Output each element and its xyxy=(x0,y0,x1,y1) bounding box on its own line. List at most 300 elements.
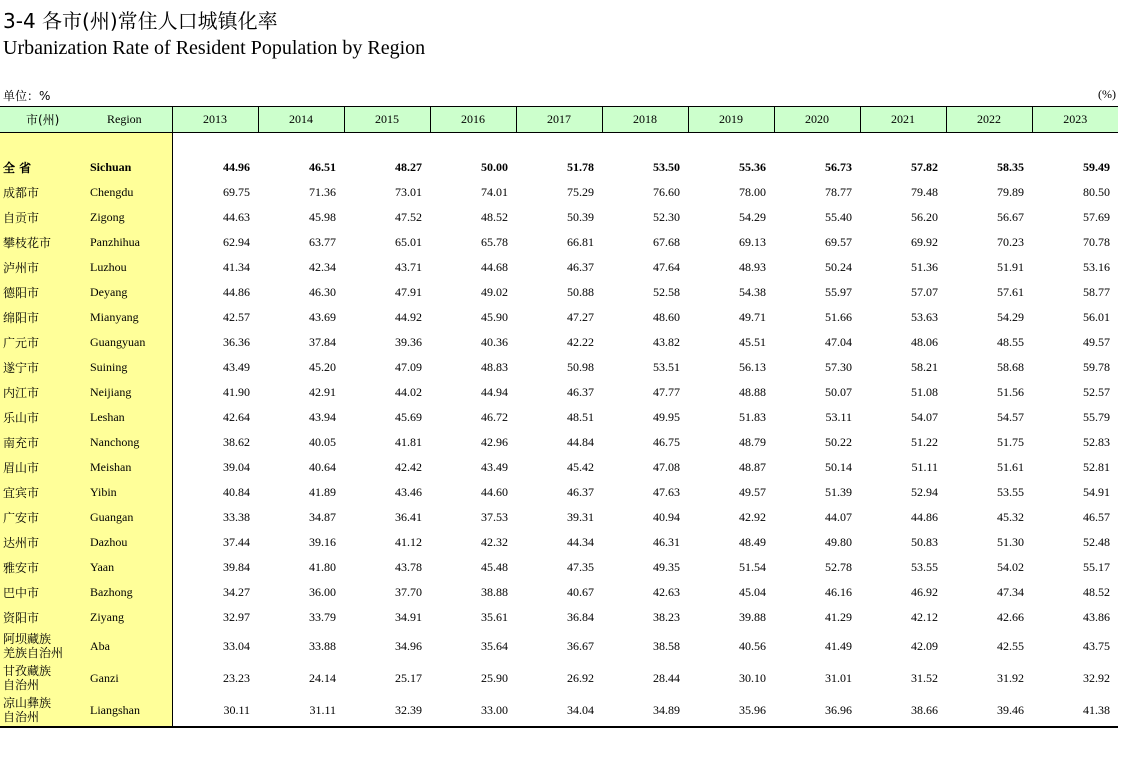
rate-cell: 42.12 xyxy=(911,610,938,624)
rate-cell: 25.17 xyxy=(395,670,422,685)
rate-cell: 48.52 xyxy=(1083,585,1110,599)
rate-cell: 53.16 xyxy=(1083,260,1110,274)
rate-cell: 48.51 xyxy=(567,410,594,424)
rate-cell: 37.84 xyxy=(309,335,336,349)
table-row xyxy=(0,230,1118,255)
rate-cell: 42.55 xyxy=(997,638,1024,653)
region-name-cn: 雅安市 xyxy=(0,555,87,580)
rate-cell: 28.44 xyxy=(653,670,680,685)
rate-cell: 45.32 xyxy=(997,510,1024,524)
rate-cell: 67.68 xyxy=(653,235,680,249)
rate-cell: 43.86 xyxy=(1083,610,1110,624)
rate-cell: 79.89 xyxy=(997,185,1024,199)
rate-cell: 41.81 xyxy=(395,435,422,449)
table-row xyxy=(0,405,1118,430)
rate-cell: 47.27 xyxy=(567,310,594,324)
rate-cell: 51.11 xyxy=(911,460,938,474)
rate-cell: 51.78 xyxy=(567,160,594,174)
rate-cell: 78.00 xyxy=(739,185,766,199)
rate-cell: 51.36 xyxy=(911,260,938,274)
rate-cell: 42.92 xyxy=(739,510,766,524)
rate-cell: 30.11 xyxy=(172,694,258,727)
rate-cell: 34.27 xyxy=(223,585,250,599)
rate-cell: 69.57 xyxy=(825,235,852,249)
region-name-cn: 眉山市 xyxy=(0,455,87,480)
region-name-en: Dazhou xyxy=(87,530,172,555)
rate-cell: 52.78 xyxy=(825,560,852,574)
region-name-en: Leshan xyxy=(87,405,172,430)
rate-cell: 32.92 xyxy=(1083,670,1110,685)
rate-cell: 45.20 xyxy=(309,360,336,374)
rate-cell: 44.86 xyxy=(911,510,938,524)
rate-cell: 34.89 xyxy=(602,694,688,727)
rate-cell: 25.90 xyxy=(481,670,508,685)
rate-cell: 43.94 xyxy=(309,410,336,424)
table-row xyxy=(0,605,1118,630)
region-name-en: Aba xyxy=(87,630,172,662)
rate-cell: 51.22 xyxy=(911,435,938,449)
region-name-en: Chengdu xyxy=(87,180,172,205)
rate-cell: 48.49 xyxy=(739,535,766,549)
rate-cell: 51.56 xyxy=(997,385,1024,399)
rate-cell: 78.77 xyxy=(825,185,852,199)
rate-cell: 26.92 xyxy=(567,670,594,685)
rate-cell: 57.69 xyxy=(1083,210,1110,224)
rate-cell: 45.90 xyxy=(481,310,508,324)
rate-cell: 58.77 xyxy=(1083,285,1110,299)
column-header-year: 2022 xyxy=(946,107,1032,133)
region-name-cn: 全 省 xyxy=(0,155,87,180)
rate-cell: 35.61 xyxy=(481,610,508,624)
rate-cell: 42.32 xyxy=(481,535,508,549)
region-name-en: Guangyuan xyxy=(87,330,172,355)
rate-cell: 54.57 xyxy=(997,410,1024,424)
table-row xyxy=(0,280,1118,305)
rate-cell: 41.29 xyxy=(825,610,852,624)
region-name-en: Suining xyxy=(87,355,172,380)
region-name-en: Neijiang xyxy=(87,380,172,405)
rate-cell: 56.20 xyxy=(911,210,938,224)
rate-cell: 43.78 xyxy=(395,560,422,574)
rate-cell: 58.35 xyxy=(997,160,1024,174)
rate-cell: 39.84 xyxy=(223,560,250,574)
rate-cell: 44.94 xyxy=(481,385,508,399)
rate-cell: 71.36 xyxy=(309,185,336,199)
rate-cell: 43.71 xyxy=(395,260,422,274)
region-name-en: Mianyang xyxy=(87,305,172,330)
column-header-year: 2021 xyxy=(860,107,946,133)
table-row xyxy=(0,205,1118,230)
table-row xyxy=(0,662,1118,694)
region-name-en: Sichuan xyxy=(87,155,172,180)
rate-cell: 23.23 xyxy=(223,670,250,685)
rate-cell: 56.73 xyxy=(825,160,852,174)
rate-cell: 40.84 xyxy=(223,485,250,499)
rate-cell: 52.48 xyxy=(1083,535,1110,549)
rate-cell: 47.35 xyxy=(567,560,594,574)
column-header-year: 2014 xyxy=(258,107,344,133)
rate-cell: 35.96 xyxy=(688,694,774,727)
header-row xyxy=(0,107,1118,133)
region-name-en: Liangshan xyxy=(87,694,172,727)
rate-cell: 35.64 xyxy=(481,638,508,653)
rate-cell: 76.60 xyxy=(653,185,680,199)
rate-cell: 51.66 xyxy=(825,310,852,324)
column-header-year: 2020 xyxy=(774,107,860,133)
rate-cell: 47.91 xyxy=(395,285,422,299)
rate-cell: 50.83 xyxy=(911,535,938,549)
rate-cell: 73.01 xyxy=(395,185,422,199)
column-header-region-cn: 市(州) xyxy=(0,107,87,133)
rate-cell: 40.05 xyxy=(309,435,336,449)
rate-cell: 47.04 xyxy=(825,335,852,349)
rate-cell: 39.36 xyxy=(395,335,422,349)
column-header-region-en: Region xyxy=(87,107,172,133)
rate-cell: 46.37 xyxy=(567,260,594,274)
region-name-en: Ganzi xyxy=(87,662,172,694)
rate-cell: 31.92 xyxy=(997,670,1024,685)
rate-cell: 42.09 xyxy=(911,638,938,653)
rate-cell: 44.63 xyxy=(223,210,250,224)
rate-cell: 55.36 xyxy=(739,160,766,174)
rate-cell: 44.60 xyxy=(481,485,508,499)
region-name-en: Deyang xyxy=(87,280,172,305)
rate-cell: 52.57 xyxy=(1083,385,1110,399)
rate-cell: 55.79 xyxy=(1083,410,1110,424)
rate-cell: 42.66 xyxy=(997,610,1024,624)
rate-cell: 47.08 xyxy=(653,460,680,474)
rate-cell: 48.52 xyxy=(481,210,508,224)
region-name-en: Meishan xyxy=(87,455,172,480)
rate-cell: 34.91 xyxy=(395,610,422,624)
rate-cell: 43.69 xyxy=(309,310,336,324)
rate-cell: 36.96 xyxy=(774,694,860,727)
rate-cell: 39.46 xyxy=(946,694,1032,727)
region-name-en: Ziyang xyxy=(87,605,172,630)
rate-cell: 52.30 xyxy=(653,210,680,224)
table-row xyxy=(0,580,1118,605)
table-row xyxy=(0,630,1118,662)
rate-cell: 46.57 xyxy=(1083,510,1110,524)
table-row xyxy=(0,505,1118,530)
rate-cell: 41.80 xyxy=(309,560,336,574)
rate-cell: 41.34 xyxy=(223,260,250,274)
rate-cell: 66.81 xyxy=(567,235,594,249)
rate-cell: 70.23 xyxy=(997,235,1024,249)
rate-cell: 39.88 xyxy=(739,610,766,624)
rate-cell: 52.81 xyxy=(1083,460,1110,474)
rate-cell: 45.51 xyxy=(739,335,766,349)
rate-cell: 44.34 xyxy=(567,535,594,549)
rate-cell: 31.52 xyxy=(911,670,938,685)
rate-cell: 47.52 xyxy=(395,210,422,224)
rate-cell: 51.39 xyxy=(825,485,852,499)
rate-cell: 53.11 xyxy=(825,410,852,424)
rate-cell: 34.04 xyxy=(516,694,602,727)
region-name-cn: 乐山市 xyxy=(0,405,87,430)
region-name-cn: 资阳市 xyxy=(0,605,87,630)
table-row xyxy=(0,530,1118,555)
rate-cell: 33.88 xyxy=(309,638,336,653)
rate-cell: 37.53 xyxy=(481,510,508,524)
rate-cell: 57.61 xyxy=(997,285,1024,299)
rate-cell: 46.92 xyxy=(911,585,938,599)
region-name-en: Panzhihua xyxy=(87,230,172,255)
table-row xyxy=(0,480,1118,505)
rate-cell: 33.38 xyxy=(223,510,250,524)
rate-cell: 43.46 xyxy=(395,485,422,499)
rate-cell: 51.30 xyxy=(997,535,1024,549)
rate-cell: 62.94 xyxy=(223,235,250,249)
unit-label-right: (%) xyxy=(1098,87,1116,101)
rate-cell: 79.48 xyxy=(911,185,938,199)
rate-cell: 55.97 xyxy=(825,285,852,299)
rate-cell: 50.24 xyxy=(825,260,852,274)
rate-cell: 69.92 xyxy=(911,235,938,249)
rate-cell: 43.49 xyxy=(481,460,508,474)
rate-cell: 48.60 xyxy=(653,310,680,324)
rate-cell: 42.91 xyxy=(309,385,336,399)
rate-cell: 74.01 xyxy=(481,185,508,199)
rate-cell: 45.42 xyxy=(567,460,594,474)
rate-cell: 42.96 xyxy=(481,435,508,449)
region-name-cn: 攀枝花市 xyxy=(0,230,87,255)
rate-cell: 53.51 xyxy=(653,360,680,374)
rate-cell: 33.00 xyxy=(430,694,516,727)
rate-cell: 65.01 xyxy=(395,235,422,249)
rate-cell: 42.34 xyxy=(309,260,336,274)
rate-cell: 50.07 xyxy=(825,385,852,399)
rate-cell: 69.75 xyxy=(223,185,250,199)
rate-cell: 55.17 xyxy=(1083,560,1110,574)
column-header-year: 2017 xyxy=(516,107,602,133)
rate-cell: 41.38 xyxy=(1032,694,1118,727)
page-title-cn: 3-4 各市(州)常住人口城镇化率 xyxy=(3,9,278,33)
rate-cell: 59.78 xyxy=(1083,360,1110,374)
rate-cell: 46.31 xyxy=(653,535,680,549)
rate-cell: 41.12 xyxy=(395,535,422,549)
region-name-cn: 自贡市 xyxy=(0,205,87,230)
rate-cell: 44.02 xyxy=(395,385,422,399)
rate-cell: 36.67 xyxy=(567,638,594,653)
region-name-cn: 广安市 xyxy=(0,505,87,530)
rate-cell: 54.29 xyxy=(997,310,1024,324)
region-name-cn: 成都市 xyxy=(0,180,87,205)
rate-cell: 63.77 xyxy=(309,235,336,249)
rate-cell: 50.00 xyxy=(481,160,508,174)
rate-cell: 40.36 xyxy=(481,335,508,349)
region-name-en: Yaan xyxy=(87,555,172,580)
rate-cell: 50.22 xyxy=(825,435,852,449)
rate-cell: 55.40 xyxy=(825,210,852,224)
rate-cell: 36.41 xyxy=(395,510,422,524)
rate-cell: 51.54 xyxy=(739,560,766,574)
rate-cell: 51.08 xyxy=(911,385,938,399)
rate-cell: 44.07 xyxy=(825,510,852,524)
rate-cell: 38.88 xyxy=(481,585,508,599)
rate-cell: 75.29 xyxy=(567,185,594,199)
rate-cell: 49.71 xyxy=(739,310,766,324)
table-row xyxy=(0,305,1118,330)
rate-cell: 58.21 xyxy=(911,360,938,374)
region-name-cn: 南充市 xyxy=(0,430,87,455)
rate-cell: 54.02 xyxy=(997,560,1024,574)
rate-cell: 65.78 xyxy=(481,235,508,249)
rate-cell: 44.92 xyxy=(395,310,422,324)
unit-label: 单位：% xyxy=(3,89,51,103)
rate-cell: 34.96 xyxy=(395,638,422,653)
region-name-en: Bazhong xyxy=(87,580,172,605)
rate-cell: 43.49 xyxy=(223,360,250,374)
rate-cell: 48.93 xyxy=(739,260,766,274)
rate-cell: 45.04 xyxy=(739,585,766,599)
rate-cell: 43.75 xyxy=(1083,638,1110,653)
rate-cell: 47.34 xyxy=(997,585,1024,599)
region-name-cn: 阿坝藏族 羌族自治州 xyxy=(0,630,87,662)
table-row xyxy=(0,380,1118,405)
rate-cell: 49.80 xyxy=(825,535,852,549)
region-name-cn: 内江市 xyxy=(0,380,87,405)
rate-cell: 52.94 xyxy=(911,485,938,499)
region-name-cn: 遂宁市 xyxy=(0,355,87,380)
region-name-cn: 凉山彝族 自治州 xyxy=(0,694,87,727)
column-header-year: 2018 xyxy=(602,107,688,133)
rate-cell: 52.83 xyxy=(1083,435,1110,449)
rate-cell: 44.68 xyxy=(481,260,508,274)
rate-cell: 32.97 xyxy=(223,610,250,624)
rate-cell: 46.30 xyxy=(309,285,336,299)
rate-cell: 40.94 xyxy=(653,510,680,524)
rate-cell: 39.16 xyxy=(309,535,336,549)
region-name-en: Nanchong xyxy=(87,430,172,455)
region-name-en: Guangan xyxy=(87,505,172,530)
rate-cell: 58.68 xyxy=(997,360,1024,374)
rate-cell: 46.16 xyxy=(825,585,852,599)
rate-cell: 54.91 xyxy=(1083,485,1110,499)
rate-cell: 42.57 xyxy=(223,310,250,324)
rate-cell: 51.91 xyxy=(997,260,1024,274)
rate-cell: 70.78 xyxy=(1083,235,1110,249)
rate-cell: 48.79 xyxy=(739,435,766,449)
rate-cell: 41.89 xyxy=(309,485,336,499)
rate-cell: 51.75 xyxy=(997,435,1024,449)
rate-cell: 59.49 xyxy=(1083,160,1110,174)
rate-cell: 40.56 xyxy=(739,638,766,653)
rate-cell: 49.57 xyxy=(739,485,766,499)
rate-cell: 50.88 xyxy=(567,285,594,299)
rate-cell: 56.13 xyxy=(739,360,766,374)
rate-cell: 49.02 xyxy=(481,285,508,299)
rate-cell: 80.50 xyxy=(1083,185,1110,199)
rate-cell: 36.84 xyxy=(567,610,594,624)
rate-cell: 48.88 xyxy=(739,385,766,399)
rate-cell: 32.39 xyxy=(344,694,430,727)
urbanization-table xyxy=(0,106,1118,728)
rate-cell: 36.36 xyxy=(223,335,250,349)
page-title-en: Urbanization Rate of Resident Population by Region xyxy=(3,37,426,59)
region-name-cn: 绵阳市 xyxy=(0,305,87,330)
table-row xyxy=(0,155,1118,180)
rate-cell: 41.49 xyxy=(825,638,852,653)
column-header-year: 2019 xyxy=(688,107,774,133)
table-row xyxy=(0,330,1118,355)
rate-cell: 40.67 xyxy=(567,585,594,599)
rate-cell: 47.77 xyxy=(653,385,680,399)
rate-cell: 42.64 xyxy=(223,410,250,424)
rate-cell: 33.79 xyxy=(309,610,336,624)
column-header-year: 2016 xyxy=(430,107,516,133)
table-row xyxy=(0,430,1118,455)
region-name-cn: 德阳市 xyxy=(0,280,87,305)
rate-cell: 39.04 xyxy=(223,460,250,474)
rate-cell: 33.04 xyxy=(223,638,250,653)
rate-cell: 41.90 xyxy=(223,385,250,399)
rate-cell: 52.58 xyxy=(653,285,680,299)
rate-cell: 42.63 xyxy=(653,585,680,599)
column-header-year: 2023 xyxy=(1032,107,1118,133)
rate-cell: 48.83 xyxy=(481,360,508,374)
region-name-cn: 达州市 xyxy=(0,530,87,555)
rate-cell: 54.07 xyxy=(911,410,938,424)
rate-cell: 53.55 xyxy=(997,485,1024,499)
rate-cell: 46.72 xyxy=(481,410,508,424)
rate-cell: 49.35 xyxy=(653,560,680,574)
rate-cell: 51.83 xyxy=(739,410,766,424)
table-row xyxy=(0,455,1118,480)
region-name-cn: 甘孜藏族 自治州 xyxy=(0,662,87,694)
rate-cell: 47.63 xyxy=(653,485,680,499)
rate-cell: 50.14 xyxy=(825,460,852,474)
rate-cell: 31.11 xyxy=(258,694,344,727)
table-row xyxy=(0,555,1118,580)
rate-cell: 46.75 xyxy=(653,435,680,449)
table-row xyxy=(0,255,1118,280)
region-name-cn: 广元市 xyxy=(0,330,87,355)
rate-cell: 53.55 xyxy=(911,560,938,574)
rate-cell: 44.86 xyxy=(223,285,250,299)
table-body xyxy=(0,133,1118,728)
rate-cell: 39.31 xyxy=(567,510,594,524)
rate-cell: 47.09 xyxy=(395,360,422,374)
rate-cell: 46.37 xyxy=(567,385,594,399)
column-header-year: 2013 xyxy=(172,107,258,133)
rate-cell: 38.58 xyxy=(653,638,680,653)
rate-cell: 24.14 xyxy=(309,670,336,685)
rate-cell: 51.61 xyxy=(997,460,1024,474)
rate-cell: 36.00 xyxy=(309,585,336,599)
table-header xyxy=(0,107,1118,133)
rate-cell: 54.29 xyxy=(739,210,766,224)
region-name-cn: 泸州市 xyxy=(0,255,87,280)
region-name-cn: 巴中市 xyxy=(0,580,87,605)
rate-cell: 38.23 xyxy=(653,610,680,624)
spacer-row xyxy=(0,133,1118,156)
rate-cell: 45.48 xyxy=(481,560,508,574)
rate-cell: 40.64 xyxy=(309,460,336,474)
rate-cell: 48.87 xyxy=(739,460,766,474)
rate-cell: 30.10 xyxy=(739,670,766,685)
rate-cell: 38.62 xyxy=(223,435,250,449)
table-row xyxy=(0,355,1118,380)
rate-cell: 43.82 xyxy=(653,335,680,349)
rate-cell: 34.87 xyxy=(309,510,336,524)
rate-cell: 46.37 xyxy=(567,485,594,499)
rate-cell: 57.82 xyxy=(911,160,938,174)
rate-cell: 57.30 xyxy=(825,360,852,374)
rate-cell: 53.63 xyxy=(911,310,938,324)
rate-cell: 46.51 xyxy=(309,160,336,174)
table-row xyxy=(0,180,1118,205)
